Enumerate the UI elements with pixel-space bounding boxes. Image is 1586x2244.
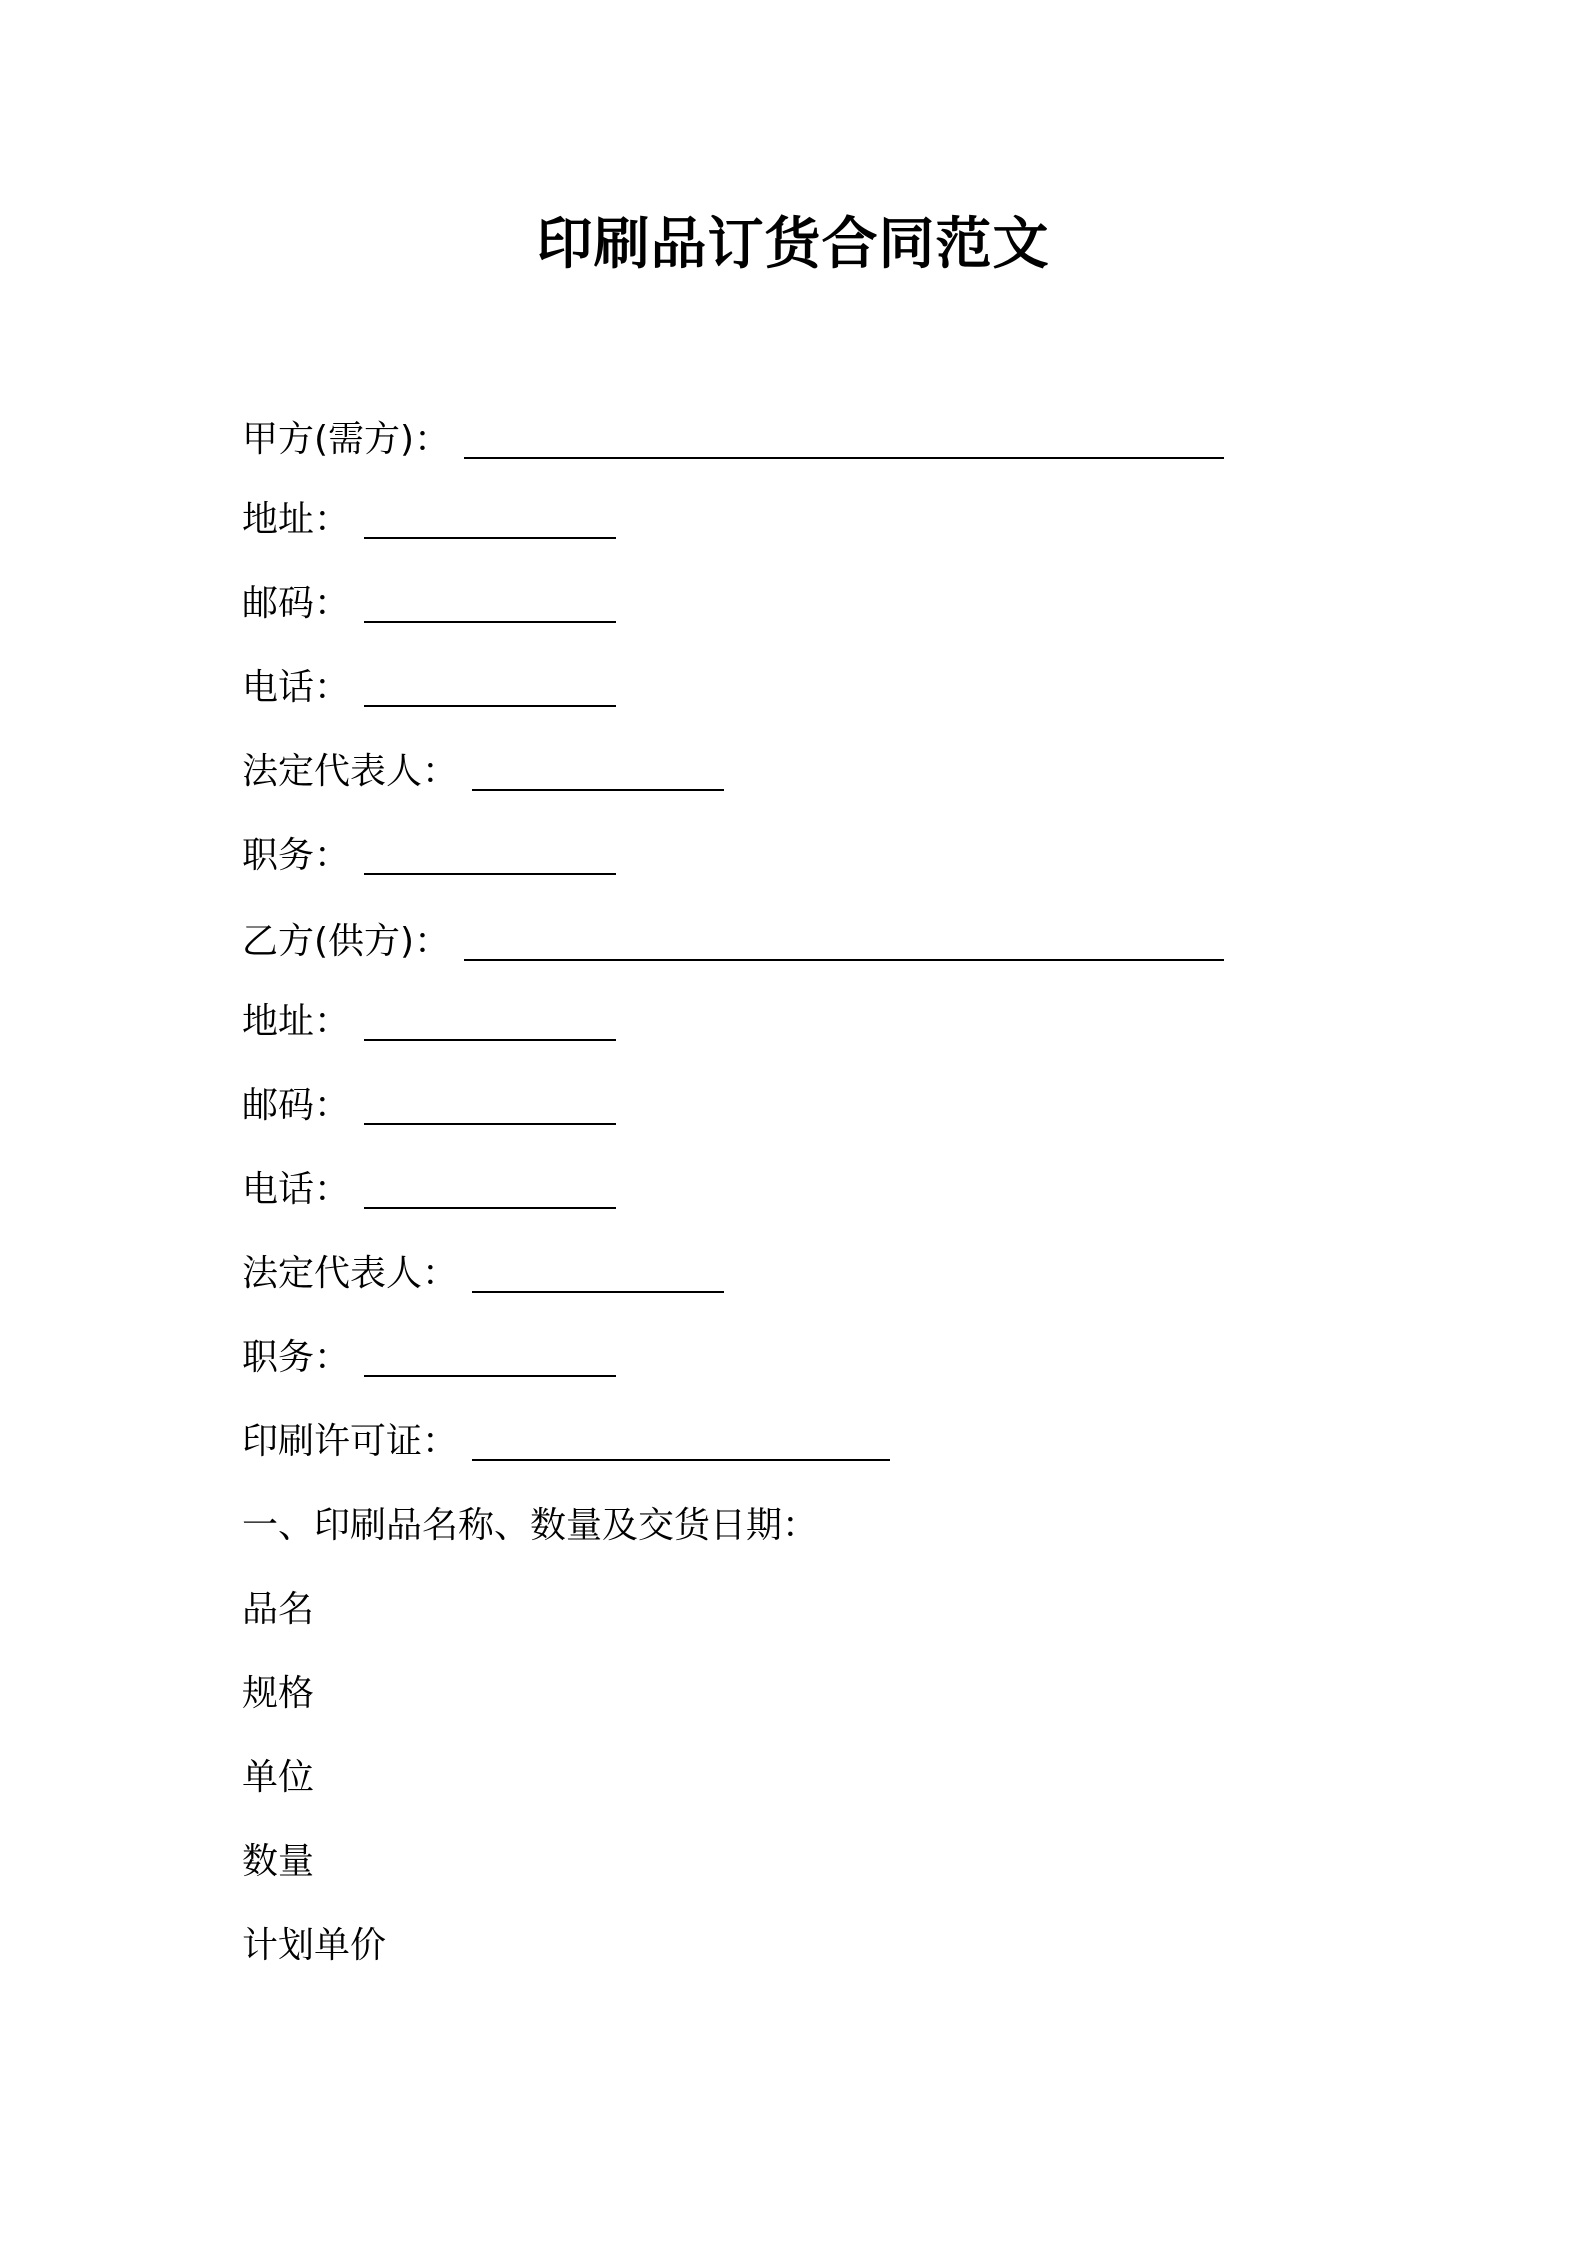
party-b-phone-label: 电话： xyxy=(242,1169,351,1210)
party-b-legal-rep-blank xyxy=(472,1290,724,1293)
party-b-postcode-label: 邮码： xyxy=(242,1085,351,1126)
party-b-address-blank xyxy=(364,1038,616,1041)
party-a-legal-rep-label: 法定代表人： xyxy=(242,751,459,792)
party-b-position-label: 职务： xyxy=(242,1337,351,1378)
document-title: 印刷品订货合同范文 xyxy=(536,212,1050,277)
party-a-position-row xyxy=(242,826,616,886)
section-1-item: 规格 xyxy=(242,1673,315,1714)
section-1-heading: 一、印刷品名称、数量及交货日期： xyxy=(242,1505,819,1546)
party-b-license-blank xyxy=(472,1458,890,1461)
party-a-postcode-blank xyxy=(364,620,616,623)
party-a-postcode-label: 邮码： xyxy=(242,583,351,624)
party-a-phone-label: 电话： xyxy=(242,667,351,708)
party-a-blank xyxy=(464,456,1224,459)
party-b-legal-rep-label: 法定代表人： xyxy=(242,1253,459,1294)
party-b-postcode-row xyxy=(242,1076,616,1136)
party-b-license-row xyxy=(242,1412,890,1472)
party-a-address-row xyxy=(242,490,616,550)
party-b-blank xyxy=(464,958,1224,961)
party-a-phone-blank xyxy=(364,704,616,707)
party-a-postcode-row xyxy=(242,574,616,634)
party-a-legal-rep-blank xyxy=(472,788,724,791)
party-b-postcode-blank xyxy=(364,1122,616,1125)
section-1-item: 品名 xyxy=(242,1589,315,1630)
party-b-phone-blank xyxy=(364,1206,616,1209)
party-a-position-label: 职务： xyxy=(242,835,351,876)
party-b-legal-rep-row xyxy=(242,1244,724,1304)
party-b-phone-row xyxy=(242,1160,616,1220)
party-b-position-row xyxy=(242,1328,616,1388)
party-a-position-blank xyxy=(364,872,616,875)
party-b-row xyxy=(242,912,1224,972)
party-a-row xyxy=(242,410,1224,470)
party-a-address-label: 地址： xyxy=(242,499,351,540)
party-a-label: 甲方(需方)： xyxy=(242,419,451,460)
party-b-address-label: 地址： xyxy=(242,1001,351,1042)
party-b-label: 乙方(供方)： xyxy=(242,921,451,962)
party-b-position-blank xyxy=(364,1374,616,1377)
party-a-legal-rep-row xyxy=(242,742,724,802)
section-1-item: 计划单价 xyxy=(242,1925,387,1966)
section-1-item: 单位 xyxy=(242,1757,315,1798)
party-b-address-row xyxy=(242,992,616,1052)
party-a-phone-row xyxy=(242,658,616,718)
section-1-item: 数量 xyxy=(242,1841,315,1882)
party-b-license-label: 印刷许可证： xyxy=(242,1421,459,1462)
party-a-address-blank xyxy=(364,536,616,539)
